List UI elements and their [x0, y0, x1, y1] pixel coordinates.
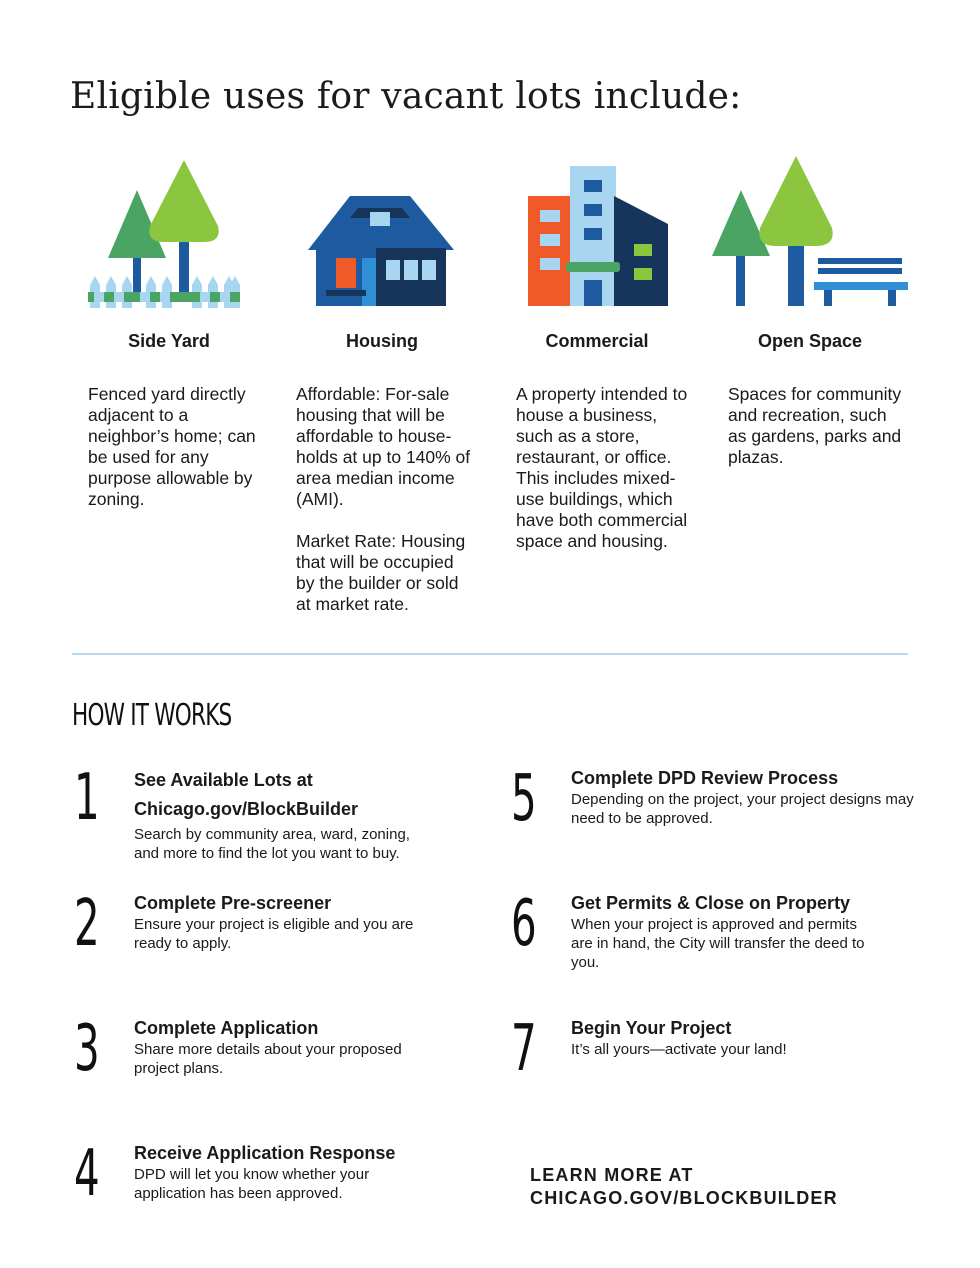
- step-number: 7: [511, 1012, 537, 1086]
- section-divider: [72, 653, 908, 655]
- step-number: 2: [74, 887, 100, 961]
- step-title: Complete Pre-screener: [134, 893, 332, 913]
- step-title: Receive Application Response: [134, 1143, 396, 1163]
- step-number: 6: [511, 887, 537, 961]
- use-label-commercial: Commercial: [545, 331, 649, 351]
- step-text: Share more details about your proposed project plans.: [134, 1041, 402, 1077]
- use-description-text: Spaces for community and recreation, such as gardens, parks and plazas.: [728, 384, 902, 467]
- use-description-text: A property intended to house a business, such as a store, restaurant, or office. This includes mixed-use buildings, which have both commercial space and housing.: [516, 384, 688, 551]
- step-number: 5: [511, 762, 537, 836]
- learn-more-url: CHICAGO.GOV/BLOCKBUILDER: [530, 1188, 838, 1208]
- commercial-buildings-icon: [526, 150, 676, 310]
- learn-more-label: LEARN MORE AT: [530, 1165, 694, 1185]
- use-label-open-space: Open Space: [757, 331, 863, 351]
- step-text: DPD will let you know whether your application has been approved.: [134, 1166, 370, 1202]
- use-description-side-yard: [88, 384, 258, 510]
- step-text: Ensure your project is eligible and you are ready to apply.: [134, 916, 414, 952]
- park-bench-icon: [710, 150, 910, 310]
- use-label-housing: Housing: [346, 331, 418, 351]
- step-number: 3: [74, 1012, 100, 1086]
- use-label-side-yard: Side Yard: [128, 331, 210, 351]
- step-text: Depending on the project, your project designs may need to be approved.: [571, 791, 914, 827]
- step-title: Get Permits & Close on Property: [571, 893, 851, 913]
- house-icon: [306, 150, 456, 310]
- side-yard-icon: [88, 150, 248, 310]
- use-description-text: Fenced yard directly adjacent to a neighbor’s home; can be used for any purpose allowable by zoning.: [88, 384, 256, 509]
- step-text: Search by community area, ward, zoning, and more to find the lot you want to buy.: [134, 826, 410, 862]
- use-description-market-rate: Market Rate: Housing that will be occupied by the builder or sold at market rate.: [296, 531, 466, 614]
- step-title: Complete DPD Review Process: [571, 768, 839, 788]
- step-number: 1: [74, 761, 100, 835]
- step-text: When your project is approved and permits are in hand, the City will transfer the deed to you.: [571, 916, 865, 971]
- use-description-housing: [296, 384, 471, 615]
- use-description-commercial: [516, 384, 688, 552]
- how-it-works-heading: HOW IT WORKS: [72, 698, 232, 733]
- step-title: See Available Lots at Chicago.gov/BlockBuilder: [134, 770, 359, 819]
- use-description-affordable: Affordable: For-sale housing that will be affordable to house-holds at up to 140% of area median income (AMI).: [296, 384, 471, 509]
- page-title: Eligible uses for vacant lots include:: [70, 76, 742, 117]
- step-title: Begin Your Project: [571, 1018, 732, 1038]
- step-text: It’s all yours—activate your land!: [571, 1041, 787, 1058]
- step-number: 4: [74, 1137, 100, 1211]
- step-title: Complete Application: [134, 1018, 319, 1038]
- learn-more-callout: [530, 1164, 838, 1210]
- use-description-open-space: [728, 384, 908, 468]
